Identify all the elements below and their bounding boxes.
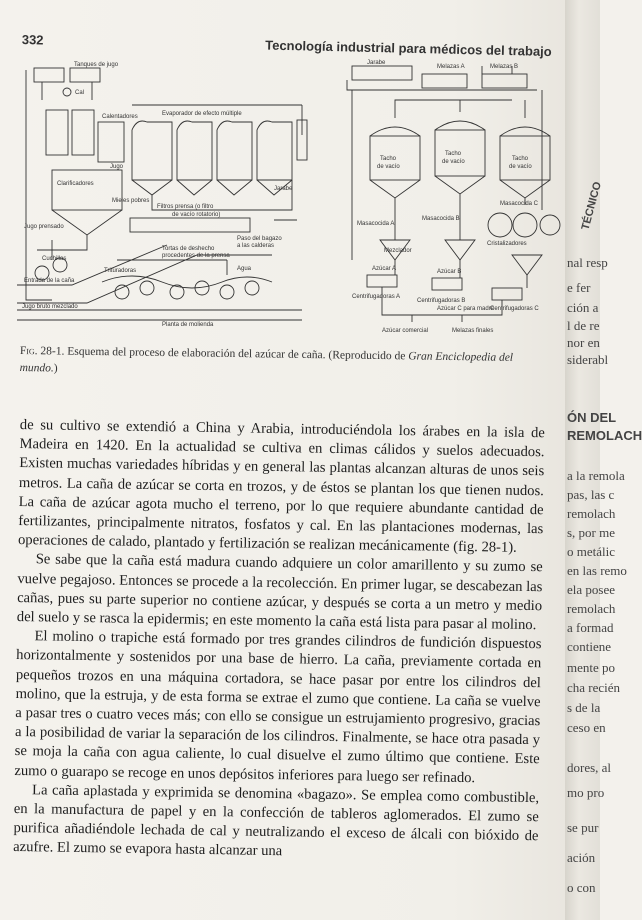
facing-fragment: e fer	[567, 280, 591, 295]
body-text	[13, 416, 545, 866]
facing-fragment: o metálic	[567, 544, 616, 559]
svg-text:Masacocida C: Masacocida C	[500, 201, 539, 207]
facing-fragment: nor en	[567, 335, 600, 350]
caption-source: Gran Enciclopedia del mundo.	[19, 350, 514, 375]
svg-text:Tacho: Tacho	[380, 156, 397, 162]
facing-fragment: ación	[567, 850, 596, 865]
svg-text:Paso del bagazo: Paso del bagazo	[237, 236, 282, 242]
svg-text:Melazas B: Melazas B	[490, 64, 519, 70]
svg-text:Agua: Agua	[237, 266, 252, 272]
svg-text:Masacocida A: Masacocida A	[357, 221, 395, 227]
svg-text:Mieles pobres: Mieles pobres	[112, 198, 150, 204]
paragraph: de su cultivo se extendió a China y Arabia, introduciéndola los árabes en la isla de Madeira en 1420. En la actualidad se cultiva en climas cálidos y suelos adecuados. Existen muchas variedades híbridas y en general las plantas alcanzan alturas de unos seis metros. La caña de azúcar se corta en trozos, y de éstos se plantan los que tienen nudos. La caña de azúcar agota mucho el terreno, por lo que requiere abundante cantidad de fertilizantes, principalmente nitratos, fosfatos y cal. En las plantaciones modernas, las operaciones de calado, plantado y fertilización se realizan mecánicamente (fig. 28-1).	[17, 416, 545, 557]
page-number: 332	[21, 32, 44, 48]
facing-fragment: ÓN DEL	[567, 410, 617, 425]
svg-text:Entrada de la caña: Entrada de la caña	[24, 278, 75, 284]
juice-tank-2	[70, 68, 100, 82]
svg-text:Tortas de deshecho: Tortas de deshecho	[162, 246, 215, 252]
svg-text:Azúcar A: Azúcar A	[372, 266, 397, 272]
svg-text:Trituradoras: Trituradoras	[104, 268, 137, 274]
facing-fragment: remolach	[567, 601, 616, 616]
svg-text:de vacío: de vacío	[377, 164, 400, 170]
facing-fragment: a formad	[567, 620, 614, 635]
facing-fragment: pas, las c	[567, 487, 615, 502]
svg-text:Centrifugadoras B: Centrifugadoras B	[417, 298, 466, 304]
facing-fragment: dores, al	[567, 760, 612, 775]
figure-caption	[20, 343, 545, 384]
svg-text:Azúcar comercial: Azúcar comercial	[382, 328, 429, 334]
svg-text:de vacío: de vacío	[442, 159, 465, 165]
diagram-label-lime: Cal	[75, 90, 85, 96]
running-title: Tecnología industrial para médicos del trabajo	[265, 37, 552, 60]
svg-text:Centrifugadoras C: Centrifugadoras C	[490, 306, 539, 312]
facing-fragment: mo pro	[567, 785, 605, 800]
sugar-process-diagram	[12, 60, 557, 335]
caption-text: Esquema del proceso de elaboración del azúcar de caña. (Reproducido de	[67, 345, 406, 363]
svg-text:Jugo bruto mezclado: Jugo bruto mezclado	[22, 304, 78, 310]
svg-text:de vacío: de vacío	[509, 164, 532, 170]
svg-text:de vacío rotatorio): de vacío rotatorio)	[172, 212, 221, 218]
facing-fragment: l de re	[567, 318, 600, 333]
facing-page-edge	[565, 0, 642, 920]
svg-text:Clarificadores: Clarificadores	[57, 181, 94, 187]
svg-text:Mezclador: Mezclador	[384, 248, 412, 254]
svg-text:Jugo: Jugo	[110, 164, 124, 170]
svg-text:Centrifugadoras A: Centrifugadoras A	[352, 294, 401, 300]
paragraph: La caña aplastada y exprimida se denomina «bagazo». Se emplea como combustible, en la manufactura de papel y en la confección de tableros aglomerados. El zumo se purifica añadiéndole lechada de cal y neutralizando el exceso de álcali con bióxido de azufre. El zumo se evapora hasta alcanzar una	[13, 782, 540, 860]
facing-fragment: se pur	[567, 820, 599, 835]
facing-fragment: a la remola	[567, 468, 625, 483]
paragraph: Se sabe que la caña está madura cuando adquiere un color amarillento y su zumo se vuelve pegajoso. Entonces se procede a la recolección. En primer lugar, se descabezan las cañas, pues su parte superior no contiene azúcar, y después se corta a un metro y medio del suelo y se rasca la epidermis; en este momento la caña está lista para pasar al molino.	[16, 551, 543, 634]
svg-text:Calentadores: Calentadores	[102, 114, 138, 120]
facing-fragment: nal resp	[567, 255, 608, 270]
facing-fragment: s, por me	[567, 525, 616, 540]
svg-text:Azúcar C para madre: Azúcar C para madre	[437, 306, 495, 312]
paragraph: El molino o trapiche está formado por tres grandes cilindros de fundición dispuestos horizontalmente y sostenidos por una base de hierro. La caña, previamente cortada en pequeños trozos en una máquina cortadora, se hace pasar por entre los cilindros del molino, que la estruja, y de esta forma se extrae el zumo que contiene. La caña se vuelve a pasar tres o cuatro veces más; con ello se consigue un estrujamiento progresivo, gracias a la posibilidad de variar la separación de los cilindros. Finalmente, se hace otra pasada y se moja la caña con agua caliente, lo cual disuelve el zumo último que contiene. Este zumo o guarapo se recoge en unos depósitos inferiores para luego ser refinado.	[14, 628, 542, 786]
svg-text:Melazas finales: Melazas finales	[452, 328, 494, 334]
facing-fragment: o con	[567, 880, 596, 895]
facing-fragment: contiene	[567, 639, 612, 654]
diagram-label-evaporator: Evaporador de efecto múltiple	[162, 111, 242, 117]
svg-text:Filtros prensa (o filtro: Filtros prensa (o filtro	[157, 204, 214, 210]
svg-text:Melazas A: Melazas A	[437, 64, 465, 70]
facing-fragment: ela posee	[567, 582, 616, 597]
facing-fragment: ción a	[567, 300, 599, 315]
svg-text:Cristalizadores: Cristalizadores	[487, 241, 527, 247]
svg-text:procedentes de la prensa: procedentes de la prensa	[162, 253, 230, 259]
facing-fragment: mente po	[567, 660, 616, 675]
facing-fragment: TÉCNICO	[579, 180, 604, 232]
svg-text:Jarabe: Jarabe	[367, 60, 386, 66]
process-figure	[12, 60, 557, 335]
svg-text:Azúcar B: Azúcar B	[437, 269, 462, 275]
svg-text:Tacho: Tacho	[512, 156, 529, 162]
facing-fragment: ceso en	[567, 720, 606, 735]
facing-fragment: s de la	[567, 700, 601, 715]
facing-fragment: siderabl	[567, 352, 609, 367]
svg-text:Masacocida B: Masacocida B	[422, 216, 460, 222]
svg-text:Jugo prensado: Jugo prensado	[24, 224, 64, 230]
svg-text:Jarabe: Jarabe	[274, 186, 293, 192]
facing-fragment: remolach	[567, 506, 616, 521]
facing-fragment: cha recién	[567, 680, 621, 695]
svg-text:Cuchillas: Cuchillas	[42, 256, 67, 262]
diagram-label-mill-plant: Planta de molienda	[162, 322, 214, 328]
svg-text:a las calderas: a las calderas	[237, 243, 275, 249]
svg-text:Tacho: Tacho	[445, 151, 462, 157]
caption-close: )	[53, 362, 58, 375]
facing-fragment: REMOLACH	[567, 428, 642, 443]
juice-tank-1	[34, 68, 64, 82]
figure-label: Fig. 28-1.	[19, 344, 65, 358]
facing-fragment: en las remo	[567, 563, 627, 578]
diagram-label-juice-tanks: Tanques de jugo	[74, 62, 119, 68]
